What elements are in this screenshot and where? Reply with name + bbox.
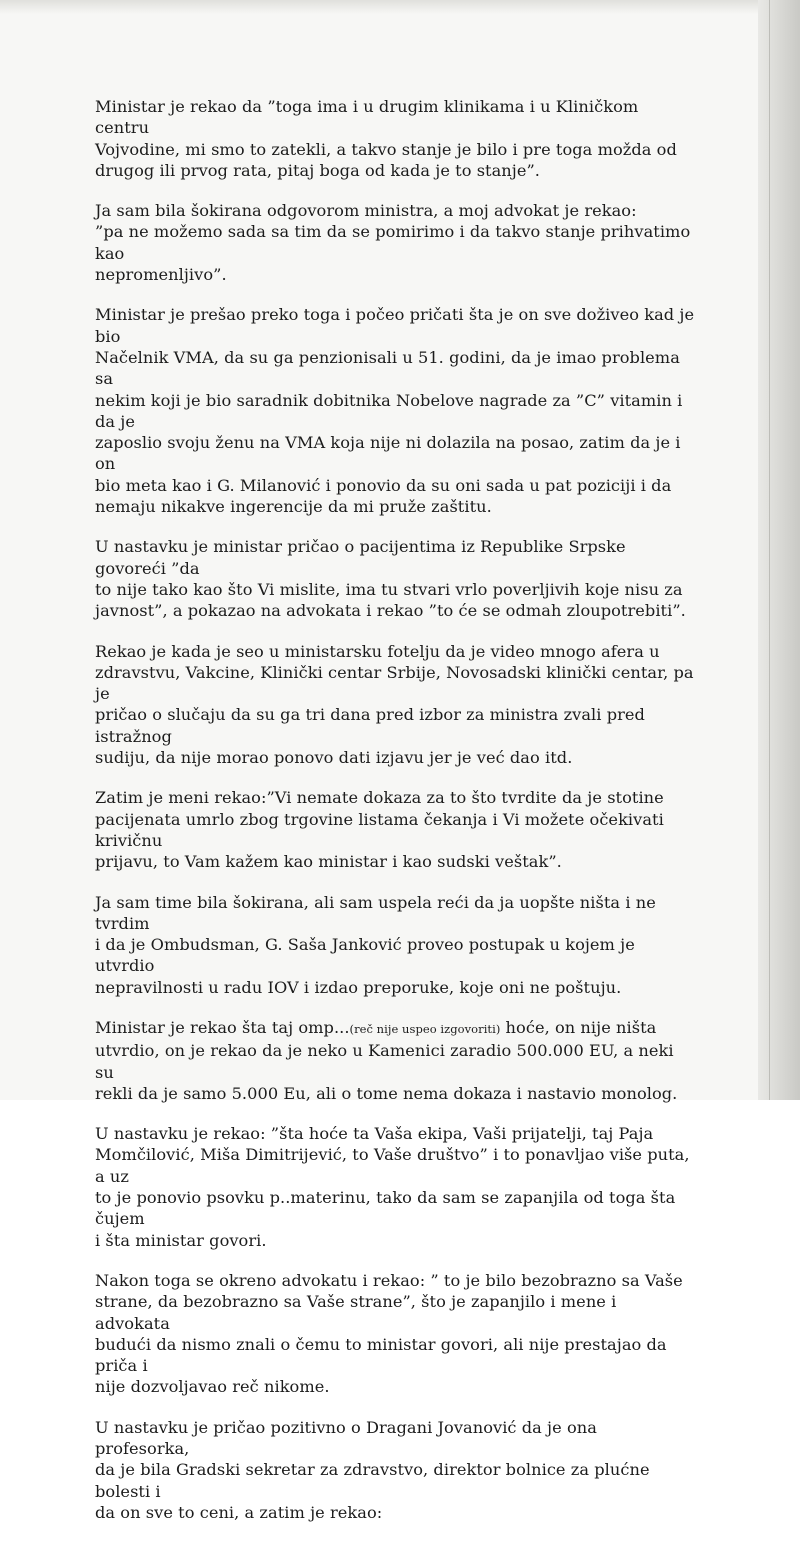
paragraph-8-lead: Ministar je rekao šta taj omp... bbox=[95, 1017, 350, 1037]
paragraph-9: U nastavku je rekao: ”šta hoće ta Vaša ekipa, Vaši prijatelji, taj Paja Momčilović, Miša Dimitrijević, to Vaše društvo” i to ponavljao više puta, a uz to je ponovio psovku p..materinu, tako da sam se zapanjila od toga šta čujem i šta ministar govori. bbox=[95, 1124, 690, 1250]
paragraph-4: U nastavku je ministar pričao o pacijentima iz Republike Srpske govoreći ”da to nije tako kao što Vi mislite, ima tu stvari vrlo poverljivih koje nisu za javnost”, a pokazao na advokata i rekao ”to će se odmah zloupotrebiti”. bbox=[95, 537, 686, 621]
paragraph-3: Ministar je prešao preko toga i počeo pričati šta je on sve doživeo kad je bio Načelnik VMA, da su ga penzionisali u 51. godini, da je imao problema sa nekim koji je bio saradnik dobitnika Nobelove nagrade za ”C” vitamin i da je zaposlio svoju ženu na VMA koja nije ni dolazila na posao, zatim da je i on bio meta kao i G. Milanović i ponovio da su oni sada u pat poziciji i da nemaju nikakve ingerencije da mi pruže zaštitu. bbox=[95, 305, 695, 517]
paragraph-8 bbox=[95, 1017, 695, 1104]
scan-right-edge bbox=[758, 0, 800, 1100]
paragraph-1: Ministar je rekao da ”toga ima i u drugim klinikama i u Kliničkom centru Vojvodine, mi smo to zatekli, a takvo stanje je bilo i pre toga možda od drugog ili prvog rata, pitaj boga od kada je to stanje”. bbox=[95, 97, 677, 180]
paragraph-2: Ja sam bila šokirana odgovorom ministra, a moj advokat je rekao: ”pa ne možemo sada sa tim da se pomirimo i da takvo stanje prihvatimo kao nepromenljivo”. bbox=[95, 201, 691, 285]
scan-top-shadow bbox=[0, 0, 800, 14]
paragraph-8-rest: hoće, on nije ništa utvrdio, on je rekao da je neko u Kamenici zaradio 500.000 EU, a neki su rekli da je samo 5.000 Eu, ali o tome nema dokaza i nastavio monolog. bbox=[95, 1017, 678, 1103]
paragraph-6: Zatim je meni rekao:”Vi nemate dokaza za to što tvrdite da je stotine pacijenata umrlo zbog trgovine listama čekanja i Vi možete očekivati krivičnu prijavu, to Vam kažem kao ministar i kao sudski veštak”. bbox=[95, 788, 664, 872]
paragraph-10: Nakon toga se okreno advokatu i rekao: ” to je bilo bezobrazno sa Vaše strane, da bezobrazno sa Vaše strane”, što je zapanjilo i mene i advokata budući da nismo znali o čemu to ministar govori, ali nije prestajao da priča i nije dozvoljavao reč nikome. bbox=[95, 1270, 683, 1397]
paragraph-5: Rekao je kada je seo u ministarsku fotelju da je video mnogo afera u zdravstvu, Vakcine, Klinički centar Srbije, Novosadski klinički centar, pa je pričao o slučaju da su ga tri dana pred izbor za ministra zvali pred istražnog sudiju, da nije morao ponovo dati izjavu jer je već dao itd. bbox=[95, 641, 694, 768]
scan-edge-line bbox=[769, 0, 770, 1100]
paragraph-7: Ja sam time bila šokirana, ali sam uspela reći da ja uopšte ništa i ne tvrdim i da je Ombudsman, G. Saša Janković proveo postupak u kojem je utvrdio nepravilnosti u radu IOV i izdao preporuke, koje oni ne poštuju. bbox=[95, 892, 656, 997]
document-body bbox=[95, 96, 695, 1542]
paragraph-11: U nastavku je pričao pozitivno o Dragani Jovanović da je ona profesorka, da je bila Gradski sekretar za zdravstvo, direktor bolnice za plućne bolesti i da on sve to ceni, a zatim je rekao: bbox=[95, 1417, 650, 1522]
paragraph-8-aside: (reč nije uspeo izgovoriti) bbox=[349, 1021, 501, 1036]
